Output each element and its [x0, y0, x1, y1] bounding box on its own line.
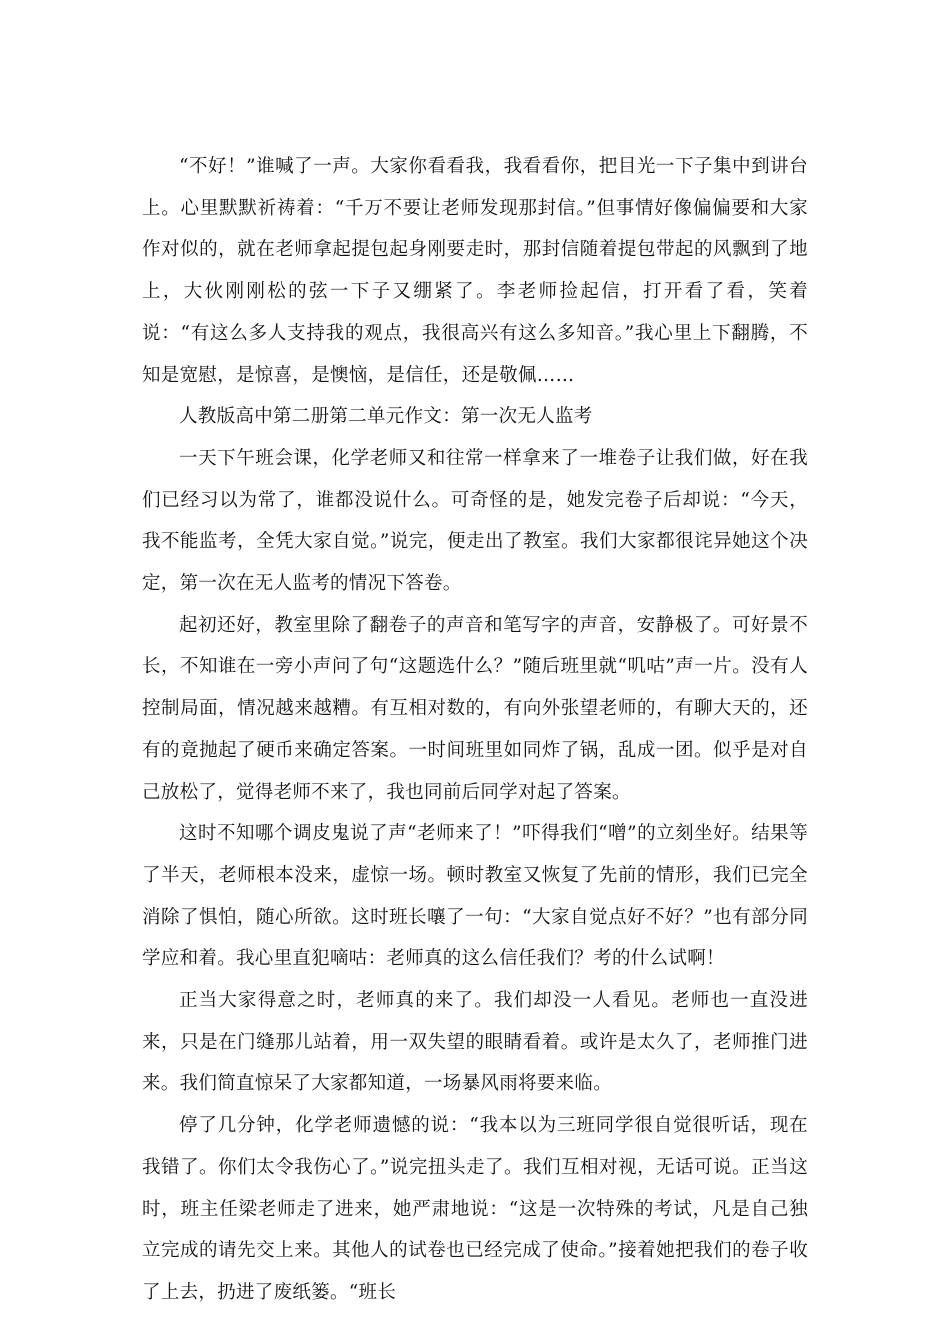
paragraph-previous-story-ending: “不好！”谁喊了一声。大家你看看我，我看看你，把目光一下子集中到讲台上。心里默默祈祷着：“千万不要让老师发现那封信。”但事情好像偏偏要和大家作对似的，就在老师拿起提包起身刚要走时，那封信随着提包带起的风飘到了地上，大伙刚刚松的弦一下子又绷紧了。李老师捡起信，打开看了看，笑着说：“有这么多人支持我的观点，我很高兴有这么多知音。”我心里上下翻腾，不知是宽慰，是惊喜，是懊恼，是信任，还是敬佩……	[142, 156, 808, 386]
paragraph-false-alarm: 这时不知哪个调皮鬼说了声“老师来了！”吓得我们“噌”的立刻坐好。结果等了半天，老师根本没来，虚惊一场。顿时教室又恢复了先前的情形，我们已完全消除了惧怕，随心所欲。这时班长嚷了一句：“大家自觉点好不好？”也有部分同学应和着。我心里直犯嘀咕：老师真的这么信任我们？考的什么试啊！	[142, 823, 808, 970]
document-body	[142, 146, 808, 1314]
paragraph-intro: 一天下午班会课，化学老师又和往常一样拿来了一堆卷子让我们做，好在我们已经习以为常了，谁都没说什么。可奇怪的是，她发完卷子后却说：“今天，我不能监考，全凭大家自觉。”说完，便走出了教室。我们大家都很诧异她这个决定，第一次在无人监考的情况下答卷。	[142, 447, 808, 595]
paragraph-teacher-returns: 正当大家得意之时，老师真的来了。我们却没一人看见。老师也一直没进来，只是在门缝那儿站着，用一双失望的眼睛看着。或许是太久了，老师推门进来。我们简直惊呆了大家都知道，一场暴风雨将要来临。	[142, 990, 808, 1095]
paragraph-chaos: 起初还好，教室里除了翻卷子的声音和笔写字的声音，安静极了。可好景不长，不知谁在一旁小声问了句“这题选什么？”随后班里就“叽咕”声一片。没有人控制局面，情况越来越糟。有互相对数的，有向外张望老师的，有聊大天的，还有的竟抛起了硬币来确定答案。一时间班里如同炸了锅，乱成一团。似乎是对自己放松了，觉得老师不来了，我也同前后同学对起了答案。	[142, 614, 808, 803]
essay-title: 人教版高中第二册第二单元作文：第一次无人监考	[179, 406, 593, 428]
paragraph-aftermath: 停了几分钟，化学老师遗憾的说：“我本以为三班同学很自觉很听话，现在我错了。你们太令我伤心了。”说完扭头走了。我们互相对视，无话可说。正当这时，班主任梁老师走了进来，她严肃地说：“这是一次特殊的考试，凡是自己独立完成的请先交上来。其他人的试卷也已经完成了使命。”接着她把我们的卷子收了上去，扔进了废纸篓。“班长	[142, 1115, 808, 1303]
